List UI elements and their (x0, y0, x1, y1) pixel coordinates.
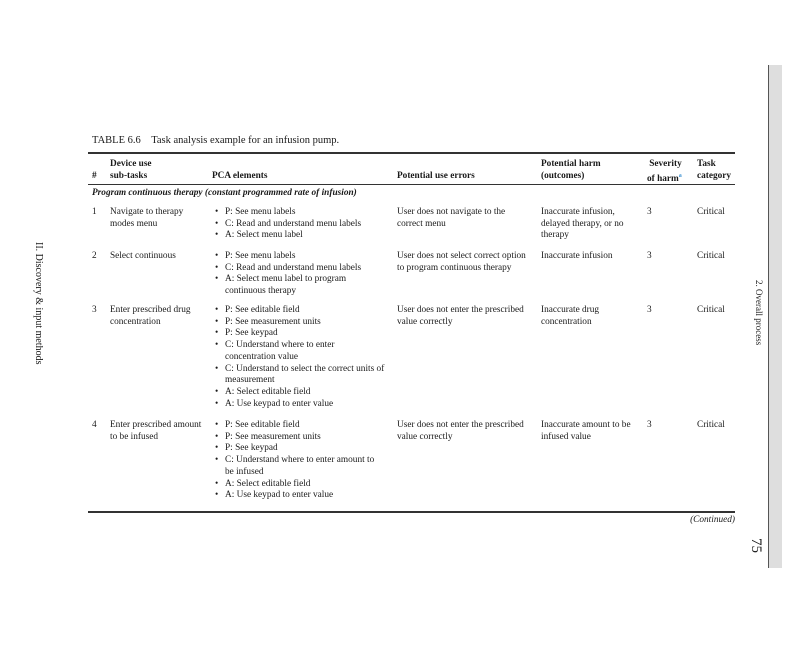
table-caption (92, 135, 339, 146)
bottom-rule (88, 511, 735, 513)
pca-element: • A: Select editable field (215, 479, 385, 491)
pca-element: • A: Use keypad to enter value (215, 490, 385, 502)
pca-element: • P: See keypad (215, 328, 385, 340)
pca-element: • P: See menu labels (215, 251, 385, 263)
header-subtasks-line2: sub-tasks (110, 170, 148, 181)
cell-harm: Inaccurate infusion (541, 251, 613, 261)
header-severity-line2 (647, 171, 682, 186)
pca-element: • C: Understand to select the correct units of measurement (215, 364, 385, 387)
header-rule (88, 184, 735, 185)
pca-element: • A: Select editable field (215, 387, 385, 399)
cell-pca (215, 305, 385, 410)
cell-pca (215, 207, 385, 242)
pca-element: • A: Select menu label (215, 230, 385, 242)
cell-subtask: Select continuous (110, 251, 176, 261)
header-category (697, 159, 731, 182)
cell-harm: Inaccurate drug concentration (541, 305, 600, 327)
header-harm-line1: Potential harm (541, 159, 601, 169)
header-severity-line1: Severity (649, 159, 682, 169)
footnote-marker[interactable]: a (678, 172, 682, 179)
cell-harm: Inaccurate infusion, delayed therapy, or no therapy (541, 207, 624, 241)
header-harm-line2: (outcomes) (541, 170, 585, 181)
cell-category: Critical (697, 207, 725, 217)
pca-element: • P: See editable field (215, 420, 385, 432)
header-harm (541, 159, 601, 182)
pca-element: • P: See measurement units (215, 317, 385, 329)
cell-severity: 3 (647, 251, 652, 261)
cell-num: 3 (92, 305, 97, 315)
cell-pca (215, 251, 385, 298)
cell-category: Critical (697, 305, 725, 315)
pca-element: • C: Understand where to enter concentration value (215, 340, 385, 363)
table-caption-text: Task analysis example for an infusion pump. (151, 135, 340, 146)
header-errors: Potential use errors (397, 171, 475, 181)
cell-severity: 3 (647, 207, 652, 217)
cell-harm: Inaccurate amount to be infused value (541, 420, 631, 442)
header-pca: PCA elements (212, 171, 268, 181)
pca-element: • C: Read and understand menu labels (215, 263, 385, 275)
header-subtasks (110, 159, 152, 182)
cell-severity: 3 (647, 305, 652, 315)
table-label: TABLE 6.6 (92, 135, 141, 146)
page-number: 75 (748, 538, 764, 553)
chapter-running-head: 2. Overall process (754, 280, 764, 346)
cell-subtask: Enter prescribed drug concentration (110, 305, 191, 327)
cell-error: User does not enter the prescribed value correctly (397, 420, 524, 442)
header-severity-text: of harm (647, 173, 679, 184)
cell-category: Critical (697, 420, 725, 430)
cell-severity: 3 (647, 420, 652, 430)
cell-num: 1 (92, 207, 97, 217)
cell-num: 4 (92, 420, 97, 430)
cell-error: User does not select correct option to program continuous therapy (397, 251, 526, 273)
cell-pca (215, 420, 385, 502)
header-category-line1: Task (697, 159, 716, 169)
pca-element: • A: Use keypad to enter value (215, 399, 385, 411)
pca-element: • P: See measurement units (215, 432, 385, 444)
header-subtasks-line1: Device use (110, 159, 152, 169)
pca-element: • P: See menu labels (215, 207, 385, 219)
pca-element: • C: Understand where to enter amount to be infused (215, 455, 385, 478)
pca-element: • C: Read and understand menu labels (215, 219, 385, 231)
section-heading: Program continuous therapy (constant programmed rate of infusion) (92, 188, 357, 198)
cell-subtask: Navigate to therapy modes menu (110, 207, 184, 229)
pca-element: • P: See keypad (215, 443, 385, 455)
pca-element: • P: See editable field (215, 305, 385, 317)
header-num: # (92, 171, 97, 181)
pca-element: • A: Select menu label to program continuous therapy (215, 274, 385, 297)
continued-note: (Continued) (690, 515, 735, 525)
cell-error: User does not navigate to the correct menu (397, 207, 506, 229)
cell-error: User does not enter the prescribed value correctly (397, 305, 524, 327)
cell-category: Critical (697, 251, 725, 261)
cell-num: 2 (92, 251, 97, 261)
thumb-index-bar (768, 65, 782, 568)
top-rule (88, 152, 735, 154)
cell-subtask: Enter prescribed amount to be infused (110, 420, 202, 442)
header-severity (647, 159, 682, 185)
header-category-line2: category (697, 170, 732, 181)
part-running-head: II. Discovery & input methods (33, 242, 44, 365)
